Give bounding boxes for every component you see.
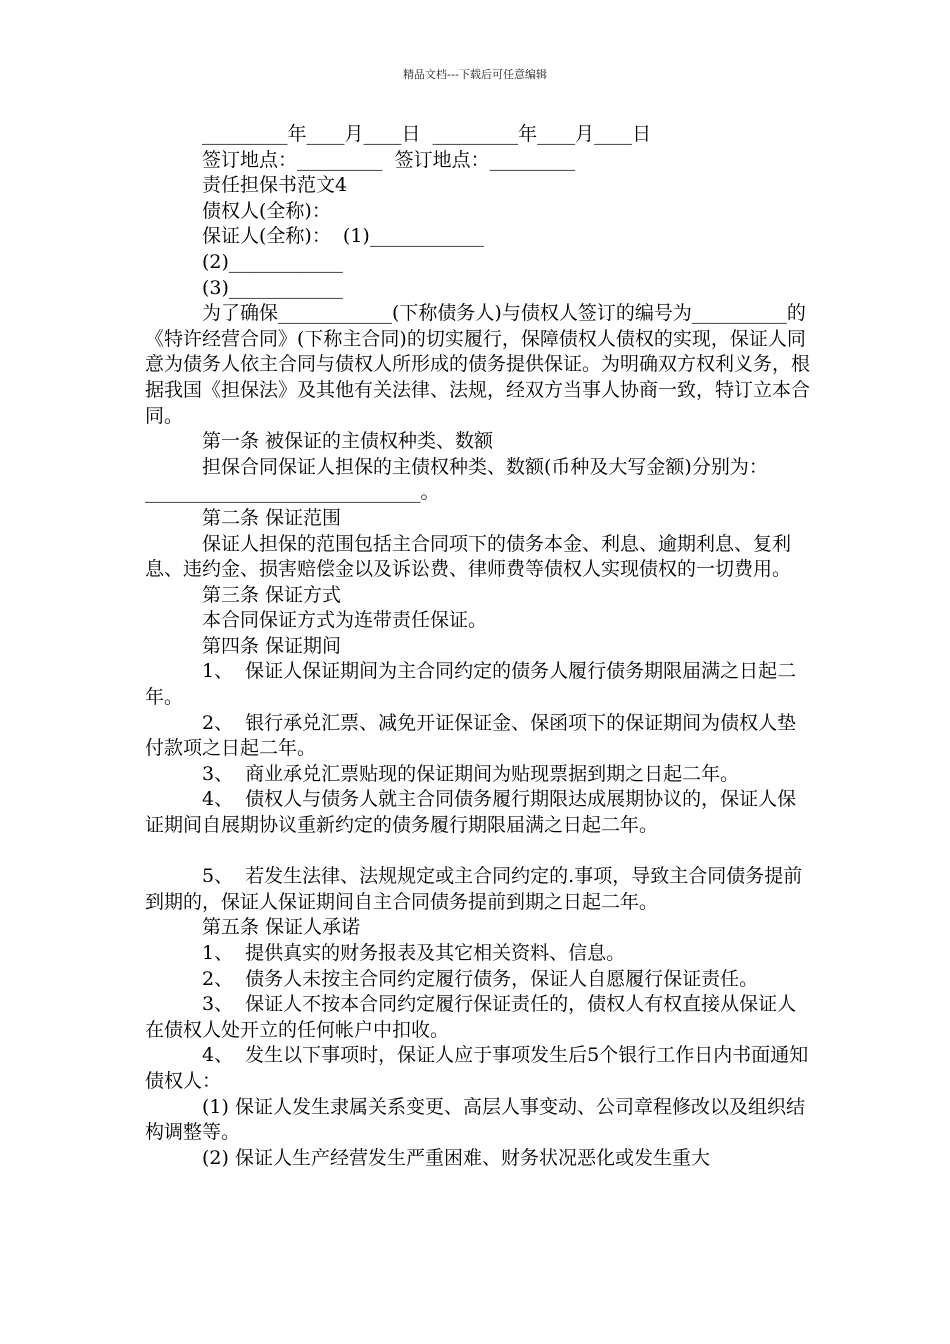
paragraph: 第五条 保证人承诺 — [202, 916, 361, 939]
paragraph: 第四条 保证期间 — [202, 634, 342, 657]
paragraph: 保证人担保的范围包括主合同项下的债务本金、利息、逾期利息、复利息、违约金、损害赔偿金以及诉讼费、律师费等债权人实现债权的一切费用。 — [145, 532, 792, 581]
paragraph: 1、 保证人保证期间为主合同约定的债务人履行债务期限届满之日起二年。 — [145, 660, 797, 709]
page-header: 精品文档---下载后可任意编辑 — [403, 68, 547, 81]
paragraph: 3、 保证人不按本合同约定履行保证责任的，债权人有权直接从保证人在债权人处开立的任何帐户中扣收。 — [145, 993, 797, 1041]
paragraph: 1、 提供真实的财务报表及其它相关资料、信息。 — [202, 942, 626, 964]
paragraph: 本合同保证方式为连带责任保证。 — [202, 609, 488, 632]
paragraph: 保证人(全称)： (1)____________ — [202, 225, 484, 248]
paragraph: 担保合同保证人担保的主债权种类、数额(币种及大写金额)分别为：_____________________________。 — [145, 455, 768, 504]
paragraph: 4、 债权人与债务人就主合同债务履行期限达成展期协议的，保证人保证期间自展期协议重新约定的债务履行期限届满之日起二年。 — [145, 788, 797, 837]
paragraph: 3、 商业承兑汇票贴现的保证期间为贴现票据到期之日起二年。 — [202, 762, 740, 785]
paragraph: 债权人(全称)： — [202, 199, 331, 222]
paragraph: (3)____________ — [202, 276, 343, 299]
paragraph: 责任担保书范文4 — [202, 174, 348, 197]
paragraph: (2) 保证人生产经营发生严重困难、财务状况恶化或发生重大 — [202, 1146, 710, 1169]
paragraph: 第三条 保证方式 — [202, 583, 342, 606]
paragraph: 为了确保____________(下称债务人)与债权人签订的编号为__________的《特许经营合同》(下称主合同)的切实履行，保障债权人债权的实现，保证人同意为债务人依主合同与债权人所形成的债务提供保证。为明确双方权利义务，根据我国《担保法》及其他有关法律、法规，经双方当事人协商一致，特订立本合同。 — [145, 302, 811, 427]
document-body — [145, 122, 810, 1171]
paragraph: 2、 债务人未按主合同约定履行债务，保证人自愿履行保证责任。 — [202, 967, 759, 990]
paragraph: 签订地点：_________ 签订地点：_________ — [202, 148, 576, 171]
paragraph: 第二条 保证范围 — [202, 506, 342, 529]
paragraph: 5、 若发生法律、法规规定或主合同约定的.事项，导致主合同债务提前到期的，保证人保证期间自主合同债务提前到期之日起二年。 — [145, 865, 803, 913]
paragraph: 4、 发生以下事项时，保证人应于事项发生后5个银行工作日内书面通知债权人： — [145, 1044, 809, 1092]
paragraph: (2)____________ — [202, 250, 343, 273]
paragraph: 2、 银行承兑汇票、减免开证保证金、保函项下的保证期间为债权人垫付款项之日起二年。 — [145, 711, 797, 760]
paragraph: (1) 保证人发生隶属关系变更、高层人事变动、公司章程修改以及组织结构调整等。 — [145, 1095, 805, 1144]
paragraph — [145, 839, 810, 865]
paragraph: 第一条 被保证的主债权种类、数额 — [202, 430, 494, 453]
paragraph: _________年____月____日 _________年____月____日 — [202, 123, 652, 145]
